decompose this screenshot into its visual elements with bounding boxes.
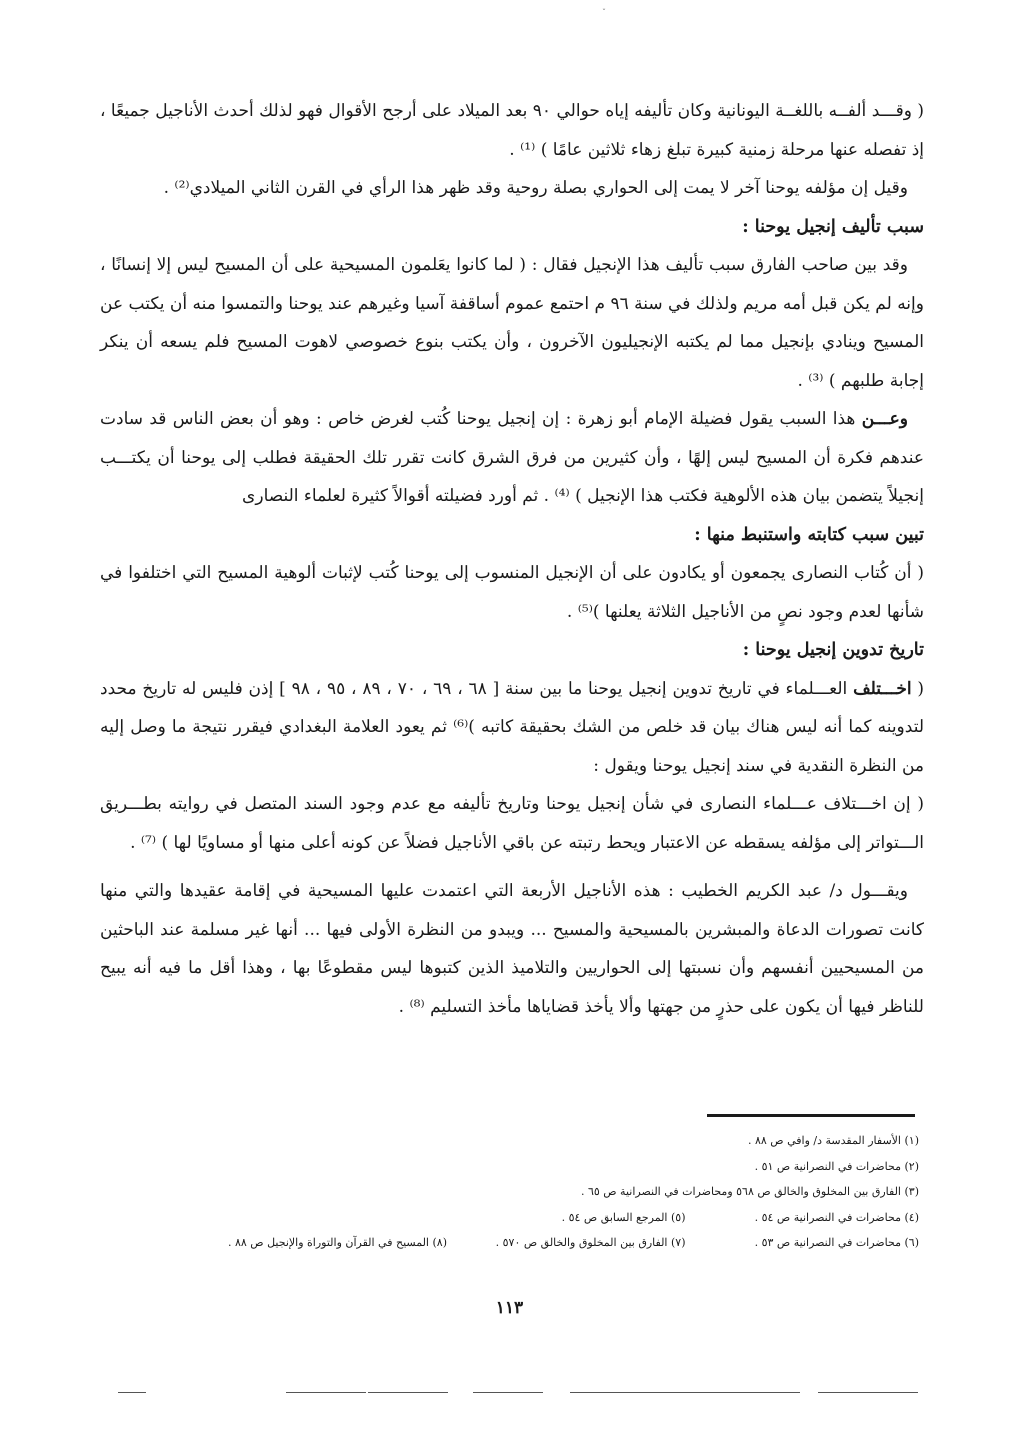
paragraph-1: ( وقـــد ألفــه باللغــة اليونانية وكان تأليفه إياه حوالي ٩٠ بعد الميلاد على أرجح الأقوال فهو لذلك أحدث الأناجيل جميعًا ، إذ تفصله عنها مرحلة زمنية كبيرة تبلغ زهاء ثلاثين عامًا ) ⁽¹⁾ . bbox=[100, 101, 924, 160]
scan-artifact-lines bbox=[118, 1392, 919, 1394]
footnote-separator bbox=[707, 1114, 915, 1117]
footnote-4: (٤) محاضرات في النصرانية ص ٥٤ . bbox=[754, 1210, 919, 1224]
footnote-row-4-5 bbox=[100, 1205, 919, 1231]
paragraph-2: وقيل إن مؤلفه يوحنا آخر لا يمت إلى الحواري بصلة روحية وقد ظهر هذا الرأي في القرن الثاني الميلادي⁽²⁾ . bbox=[163, 178, 908, 198]
page-number: ١١٣ bbox=[495, 1298, 524, 1318]
paragraph-6-lead: اخـــتلف bbox=[853, 678, 912, 699]
scan-line-segment bbox=[818, 1392, 918, 1393]
paragraph-6-open: ( bbox=[911, 678, 925, 699]
footnote-2: (٢) محاضرات في النصرانية ص ٥١ . bbox=[754, 1159, 919, 1173]
footnote-7: (٧) الفارق بين المخلوق والخالق ص ٥٧٠ . bbox=[495, 1236, 686, 1249]
paragraph-4-body: هذا السبب يقول فضيلة الإمام أبو زهرة : إن إنجيل يوحنا كُتب لغرض خاص : وهو أن بعض الناس قد سادت عندهم فكرة أن المسيح ليس إلهًا ، وأن كثيرين من فرق الشرق كانت تقرر تلك الحقيقة فطلب إلى يوحنا أن يكتـــب إنجيلاً يتضمن بيان هذه الألوهية فكتب هذا الإنجيل ) ⁽⁴⁾ . ثم أورد فضيلته أقوالاً كثيرة لعلماء النصارى bbox=[100, 409, 924, 506]
heading-reason-writing: تبين سبب كتابته واستنبط منها : bbox=[694, 524, 924, 545]
scan-line-segment bbox=[286, 1392, 366, 1393]
scan-mark: ˇ bbox=[602, 8, 606, 17]
paragraph-5: ( أن كُتاب النصارى يجمعون أو يكادون على أن الإنجيل المنسوب إلى يوحنا كُتب لإثبات ألوهية المسيح التي اختلفوا في شأنها لعدم وجود نصٍ من الأناجيل الثلاثة يعلنها )⁽⁵⁾ . bbox=[100, 563, 924, 622]
paragraph-gap bbox=[100, 862, 924, 872]
heading-reason-authorship: سبب تأليف إنجيل يوحنا : bbox=[742, 216, 924, 237]
paragraph-8: ويقـــول د/ عبد الكريم الخطيب : هذه الأناجيل الأربعة التي اعتمدت عليها المسيحية في إقامة عقيدها والتي منها كانت تصورات الدعاة والمبشرين بالمسيحية والمسيح ... ويبدو من النظرة الأولى فيها ... أنها غير مسلمة عند الباحثين من المسيحيين أنفسهم وأن نسبتها إلى الحواريين والتلاميذ الذين كتبوها ليس مقطوعًا بها ، وهذا أقل ما فيه أنه يبيح للناظر فيها أن يكون على حذرٍ من جهتها وألا يأخذ قضاياها مأخذ التسليم ⁽⁸⁾ . bbox=[100, 881, 924, 1017]
paragraph-6-body: العـــلماء في تاريخ تدوين إنجيل يوحنا ما بين سنة [ ٦٨ ، ٦٩ ، ٧٠ ، ٨٩ ، ٩٥ ، ٩٨ ] إذن فليس له تاريخ محدد لتدوينه كما أنه ليس هناك بيان قد خلص من الشك بحقيقة كاتبه )⁽⁶⁾ ثم يعود العلامة البغدادي فيقرر نتيجة ما وصل إليه من النظرة النقدية في سند إنجيل يوحنا ويقول : bbox=[100, 678, 925, 776]
scan-line-segment bbox=[118, 1392, 146, 1393]
footnotes bbox=[100, 1128, 919, 1256]
scan-line-segment bbox=[473, 1392, 543, 1393]
footnote-row-6-8 bbox=[100, 1230, 919, 1256]
paragraph-4 bbox=[100, 400, 924, 516]
footnote-3: (٣) الفارق بين المخلوق والخالق ص ٥٦٨ ومحاضرات في النصرانية ص ٦٥ . bbox=[580, 1185, 919, 1198]
paragraph-6 bbox=[100, 670, 924, 786]
paragraph-7: ( إن اخـــتلاف عـــلماء النصارى في شأن إنجيل يوحنا وتاريخ تأليفه مع عدم وجود السند المتصل في روايته بطـــريق الـــتواتر إلى مؤلفه يسقطه عن الاعتبار ويحط رتبته عن باقي الأناجيل فضلاً عن كونه أعلى منها أو مساويًا لها ) ⁽⁷⁾ . bbox=[100, 794, 924, 853]
scan-line-segment bbox=[570, 1392, 800, 1393]
paragraph-4-lead: وعـــن bbox=[861, 409, 908, 429]
footnote-8: (٨) المسيح في القرآن والتوراة والإنجيل ص ٨٨ . bbox=[227, 1236, 447, 1249]
footnote-6: (٦) محاضرات في النصرانية ص ٥٣ . bbox=[754, 1236, 919, 1249]
paragraph-3: وقد بين صاحب الفارق سبب تأليف هذا الإنجيل فقال : ( لما كانوا يعَلمون المسيحية على أن المسيح ليس إلا إنسانًا ، وإنه لم يكن قبل أمه مريم ولذلك في سنة ٩٦ م احتمع عموم أساقفة آسيا وغيرهم عند يوحنا والتمسوا منه أن يكتب عن المسيح وينادي بإنجيل مما لم يكتبه الإنجيليون الآخرون ، وأن يكتب بنوع خصوصي لاهوت المسيح فلم يسعه أن ينكر إجابة طلبهم ) ⁽³⁾ . bbox=[100, 255, 924, 391]
scan-line-segment bbox=[368, 1392, 448, 1393]
heading-date-writing: تاريخ تدوين إنجيل يوحنا : bbox=[742, 640, 924, 660]
footnote-1: (١) الأسفار المقدسة د/ وافي ص ٨٨ . bbox=[747, 1134, 919, 1147]
footnote-5: (٥) المرجع السابق ص ٥٤ . bbox=[561, 1210, 686, 1224]
main-text bbox=[100, 92, 924, 1026]
